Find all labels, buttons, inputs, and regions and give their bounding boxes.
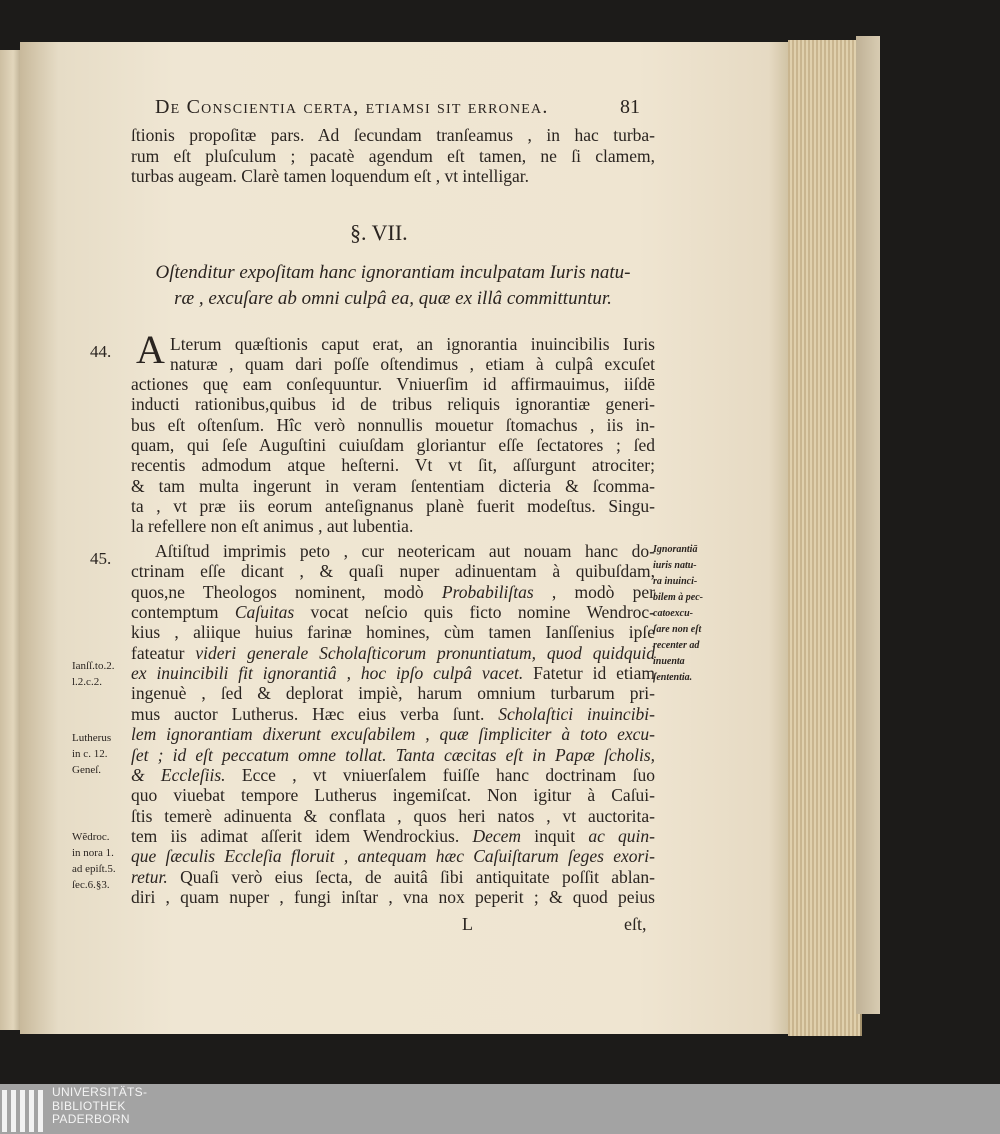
margin-note-line: l.2.c.2. [72,676,102,688]
paragraph-number: 45. [90,549,112,568]
text-line [131,785,655,805]
italic-text: Scholaſtici inuincibi- [498,703,655,724]
catchword: eſt, [624,914,647,934]
italic-text: & Eccleſiis. [131,764,226,785]
text-line [131,561,655,581]
page-number: 81 [620,96,640,118]
text-line [131,415,655,435]
section-title-line: ræ , excuſare ab omni culpâ ea, quæ ex illâ committuntur. [174,288,612,309]
book-cover-edge [856,36,880,1014]
text-line [131,146,655,166]
text: actiones quę eam conſequuntur. Vniuerſim id affirmauimus, iiſdē [131,374,655,394]
text-line [131,582,655,602]
text-line [131,765,655,785]
text-line [131,867,655,887]
text: kius , aliique huius farinæ homines, cùm tamen Ianſſenius ipſe [131,622,655,643]
text-line [155,541,655,561]
text-line [131,455,655,475]
margin-note-line: Geneſ. [72,764,102,776]
margin-note-line: Wẽdroc. [72,831,110,843]
text: ſtionis propoſitæ pars. Ad ſecundam tranſeamus , in hac turba- [131,125,655,145]
italic-text: Probabiliſtas [441,581,534,602]
logo-line: PADERBORN [52,1112,130,1126]
text: Fatetur id etiam [523,663,655,684]
text: la refellere non eſt animus , aut lubentia. [131,516,414,536]
logo-line: UNIVERSITÄTS- [52,1085,148,1099]
margin-note-line: in c. 12. [72,748,108,760]
text: rum eſt pluſculum ; pacatè agendum eſt tamen, ne ſi clamem, [131,146,655,166]
text: fateatur [131,642,196,663]
text: & tam multa ingerunt in veram ſententiam dicteria & ſcomma- [131,476,655,496]
side-note-line: recenter ad [653,640,700,651]
margin-note-line: Lutherus [72,732,112,744]
running-head: De Conscientia certa, etiamsi sit erronea. [155,96,549,118]
text: Lterum quæſtionis caput erat, an ignorantia inuincibilis Iuris [170,334,655,354]
text-line [170,354,655,374]
text: ta , vt præ iis eorum anteſignanus planè fuerit modeſtus. Singu- [131,496,655,516]
side-note-line: ſare non eſt [653,624,702,635]
text-line [131,476,655,496]
text-line [131,663,655,683]
text: recentis admodum atque heſterni. Vt vt ſit, aſſurgunt atrociter; [131,455,655,475]
text: naturæ , quam dari poſſe oſtendimus , etiam à culpâ excuſet [170,354,655,374]
side-note-line: iuris natu- [653,560,697,571]
side-note-line: inuenta [653,656,685,667]
italic-text: ac quin- [588,825,655,846]
text: mus auctor Lutherus. Hæc eius verba ſunt. [131,703,499,724]
text: bus eſt oſtenſum. Hîc verò nonnullis mouetur ſtomachus , iis in- [131,415,655,435]
text-line [131,846,655,866]
text: diri , quam nuper , fungi inſtar , vna nox peperit ; & quod peius [131,886,655,907]
margin-note-line: Ianſſ.to.2. [72,660,115,672]
page-edges [788,40,862,1036]
text: quos,ne Theologos nominent, modò [131,581,442,602]
text: quam, qui ſeſe Auguſtini cuiuſdam gloriantur eſſe ſectatores ; ſed [131,435,655,455]
side-note-line: catoexcu- [653,608,693,619]
text: Aſtiſtud imprimis peto , cur neotericam aut nouam hanc do- [155,541,655,561]
section-number: §. VII. [350,220,408,245]
italic-text: retur. [131,866,168,887]
text: ſtis temerè adinuenta & conflata , quos heri natos , vt auctorita- [131,805,655,826]
text: tem iis adimat aſſerit idem Wendrockius. [131,825,473,846]
margin-note-line: ſec.6.§3. [72,879,110,891]
side-note-line: ſententia. [653,672,693,683]
text-line [131,745,655,765]
text: Quaſi verò eius ſecta, de auitâ ſibi antiquitate poſſit ablan- [167,866,655,887]
text: turbas augeam. Clarè tamen loquendum eſt , vt intelligar. [131,166,530,186]
italic-text: lem ignorantiam dixerunt excuſabilem , quæ ſimpliciter à toto excu- [131,724,655,745]
text-line [131,496,655,516]
section-title-line: Oſtenditur expoſitam hanc ignorantiam inculpatam Iuris natu- [155,262,631,283]
text-line [131,887,655,907]
text-line [131,643,655,663]
text-line [131,516,655,536]
text: vocat neſcio quis ficto nomine Wendroc- [294,602,655,623]
text-line [170,334,655,354]
italic-text: ſet ; id eſt peccatum omne tollat. Tanta cæcitas eſt in Papæ ſcholis, [131,744,655,765]
text-line [131,166,655,186]
library-logo-icon [0,1090,44,1134]
text: ingenuè , ſed & deplorat impiè, harum omnium turbarum pri- [131,683,655,704]
text-line [131,704,655,724]
text-line [131,602,655,622]
text-line [131,374,655,394]
text: , modò per [533,581,655,602]
text-line [131,622,655,642]
text: Ecce , vt vniuerſalem fuiſſe hanc doctrinam ſuo [225,764,655,785]
text-line [131,683,655,703]
paragraph-number: 44. [90,342,112,361]
side-note-line: ra inuinci- [653,576,698,587]
italic-text: Caſuitas [234,602,295,623]
text-line [131,394,655,414]
margin-note-line: in nora 1. [72,847,114,859]
italic-text: videri generale Scholaſticorum pronuntiatum, quod quidquid [195,642,655,663]
text-line [131,125,655,145]
text: ctrinam eſſe dicant , & quaſi nuper adinuentam à quibuſdam, [131,561,655,582]
logo-line: BIBLIOTHEK [52,1098,126,1113]
italic-text: que ſæculis Eccleſia floruit , antequam hæc Caſuiſtarum ſeges exori- [131,846,655,867]
text-line [131,724,655,744]
italic-text: ex inuincibili fit ignorantiâ , hoc ipſo culpâ vacet. [131,663,524,684]
text: quo viuebat tempore Lutherus ingemiſcat. Non igitur à Caſui- [131,785,655,806]
italic-text: Decem [472,825,522,846]
margin-note-line: ad epiſt.5. [72,863,116,875]
previous-page-edge [0,50,22,1030]
text: inducti rationibus,quibus id de tribus reliquis ignorantiæ generi- [131,394,655,414]
text: inquit [521,825,589,846]
library-logo-text [52,1086,147,1127]
side-note-line: bilem à pec- [653,592,703,603]
text-line [131,806,655,826]
text-line [131,826,655,846]
side-note-line: Ignorantiā [653,544,698,555]
text-line [131,435,655,455]
text: contemptum [131,602,235,623]
drop-cap: A [136,327,165,372]
signature-mark: L [462,914,473,934]
library-footer [0,1084,1000,1134]
